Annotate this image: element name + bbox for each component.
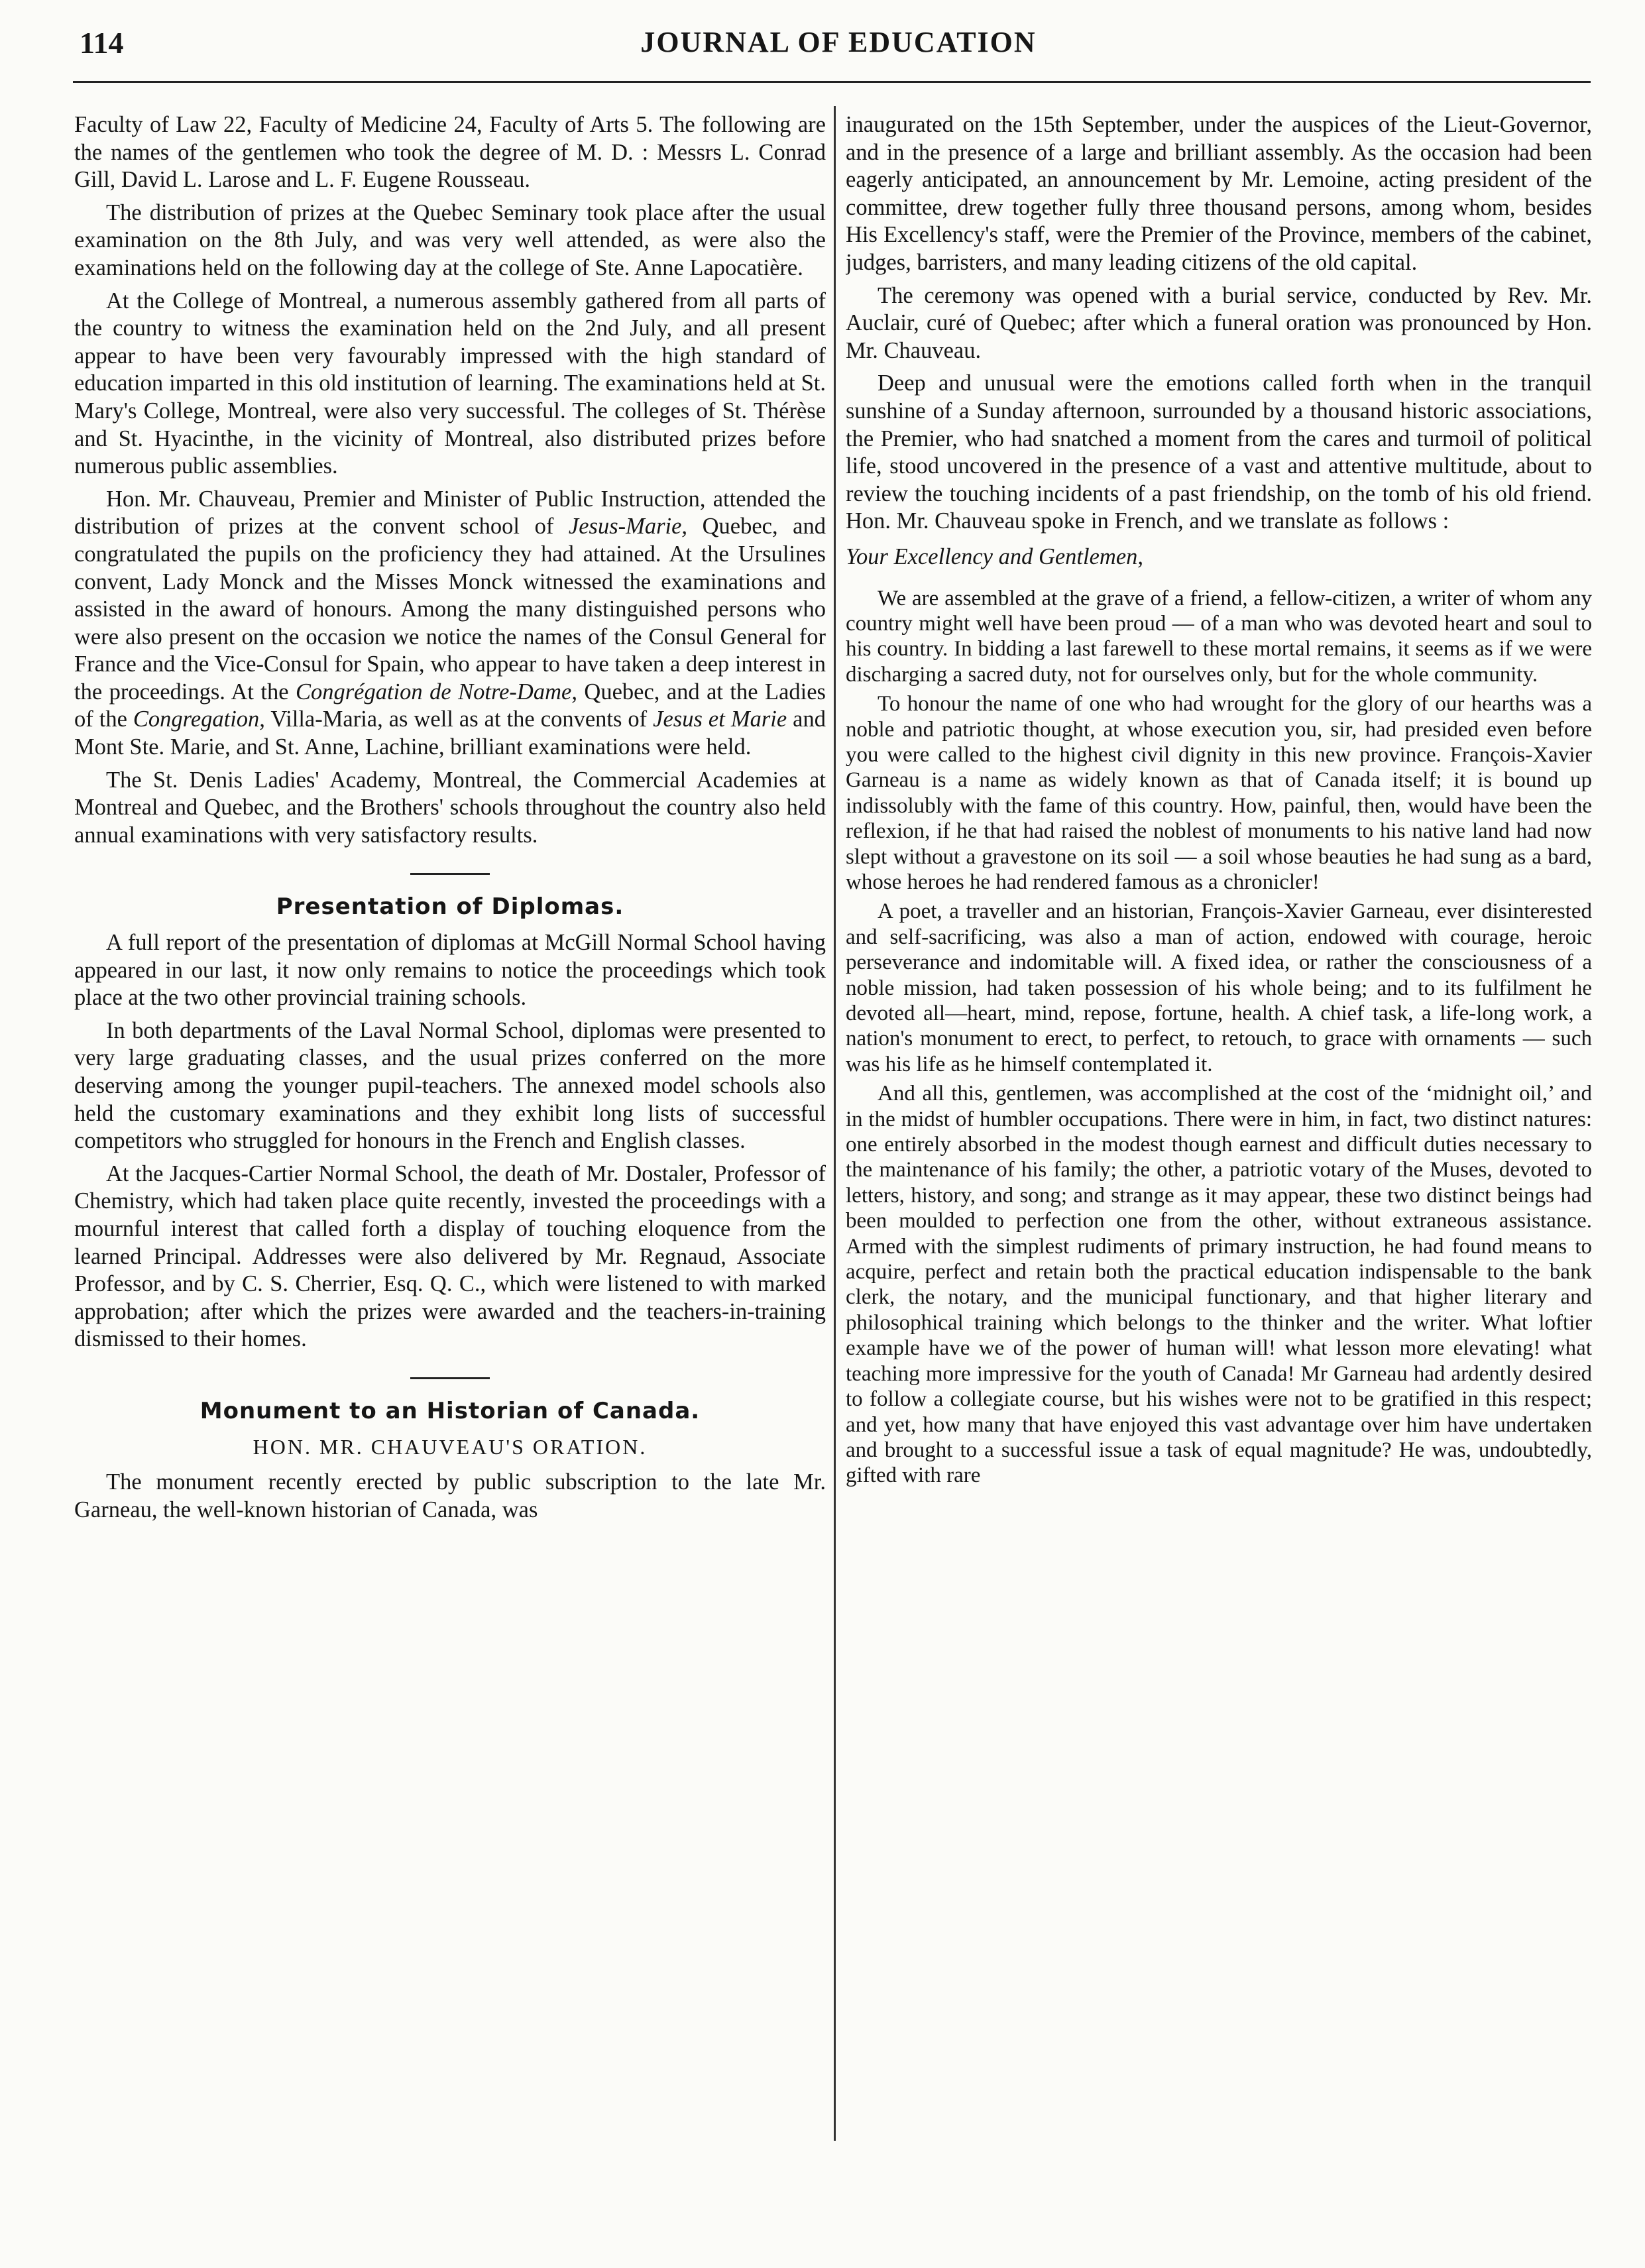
- header-rule: [73, 81, 1591, 83]
- paragraph: And all this, gentlemen, was accomplished at the cost of the ‘midnight oil,’ and in the midst of humbler occupations. There were in him, in fact, two distinct natures: one entirely absorbed in the modest though earnest and difficult duties necessary to the maintenance of his family; the other, a patriotic votary of the Muses, devoted to letters, history, and song; and strange as it may appear, these two distinct beings had been moulded to perfection one from the other, without extraneous assistance. Armed with the simplest rudiments of primary instruction, he had found means to acquire, perfect and retain both the practical education indispensable to the bank clerk, the notary, and the municipal functionary, and that higher literary and philosophical training which belongs to the thinker and the writer. What loftier example have we of the power of human will! what lesson more elevating! what teaching more impressive for the youth of Canada! Mr Garneau had ardently desired to follow a collegiate course, but his wishes were not to be gratified in this respect; and yet, how many that have enjoyed this vast advantage over him have undertaken and brought to a successful issue a task of equal magnitude? He was, undoubtedly, gifted with rare: [846, 1082, 1592, 1488]
- paragraph: A full report of the presentation of diplomas at McGill Normal School having appeared in our last, it now only remains to notice the proceedings which took place at the two other provincial training schools.: [74, 930, 826, 1011]
- paragraph: The ceremony was opened with a burial service, conducted by Rev. Mr. Auclair, curé of Quebec; after which a funeral oration was pronounced by Hon. Mr. Chauveau.: [846, 282, 1592, 363]
- italic-text: Jesus et Marie: [653, 707, 787, 732]
- right-column: [846, 111, 1592, 2153]
- paragraph: A poet, a traveller and an historian, François-Xavier Garneau, ever disinterested and self-sacrificing, was also a man of action, endowed with courage, heroic perseverance and indomitable will. A fixed idea, or rather the consciousness of a noble mission, had taken possession of his whole being; and to its fulfilment he devoted all—heart, mind, repose, fortune, health. A chief task, a life-long work, a nation's monument to erect, to perfect, to retouch, to grace with ornaments — such was his life as he himself contemplated it.: [846, 899, 1592, 1076]
- paragraph: The distribution of prizes at the Quebec Seminary took place after the usual examination on the 8th July, and was very well attended, as were also the examinations held on the following day at the college of Ste. Anne Lapocatière.: [74, 199, 826, 280]
- column-divider: [834, 106, 836, 2141]
- paragraph: The monument recently erected by public subscription to the late Mr. Garneau, the well-known historian of Canada, was: [74, 1469, 826, 1522]
- paragraph: At the College of Montreal, a numerous assembly gathered from all parts of the country to witness the examination held on the 2nd July, and all present appear to have been very favourably impressed with the high standard of education imparted in this old institution of learning. The examinations held at St. Mary's College, Montreal, were also very successful. The colleges of St. Thérèse and St. Hyacinthe, in the vicinity of Montreal, also distributed prizes before numerous public assemblies.: [74, 288, 826, 479]
- paragraph: To honour the name of one who had wrought for the glory of our hearths was a noble and patriotic thought, at whose execution you, sir, had presided even before you were called to the highest civil dignity in this new province. François-Xavier Garneau is a name as widely known as that of Canada itself; it is bound up indissolubly with the fame of this country. How, painful, then, would have been the reflexion, if he that had raised the noblest of monuments to his native land had now slept without a gravestone on its soil — a soil whose beauties he had sung as a bard, whose heroes he had rendered famous as a chronicler!: [846, 692, 1592, 894]
- paragraph: Faculty of Law 22, Faculty of Medicine 24, Faculty of Arts 5. The following are the names of the gentlemen who took the degree of M. D. : Messrs L. Conrad Gill, David L. Larose and L. F. Eugene Rousseau.: [74, 112, 826, 193]
- oration-text: [846, 586, 1592, 1489]
- paragraph: We are assembled at the grave of a friend, a fellow-citizen, a writer of whom any country might well have been proud — of a man who was devoted heart and soul to his country. In bidding a last farewell to these mortal remains, it seems as if we were discharging a sacred duty, not for ourselves only, but for the whole community.: [846, 586, 1592, 687]
- section-rule: [410, 1377, 490, 1379]
- paragraph: The St. Denis Ladies' Academy, Montreal, the Commercial Academies at Montreal and Quebec, and the Brothers' schools throughout the country also held annual examinations with very satisfactory results.: [74, 767, 826, 848]
- italic-text: Congrégation de Notre-Dame,: [296, 679, 577, 705]
- paragraph: In both departments of the Laval Normal School, diplomas were presented to very large graduating classes, and the usual prizes conferred on the more deserving among the younger pupil-teachers. The annexed model schools also held the customary examinations and they exhibit long lists of successful competitors who struggled for honours in the French and English classes.: [74, 1017, 826, 1154]
- section-subtitle: HON. MR. CHAUVEAU'S ORATION.: [253, 1434, 648, 1459]
- paragraph: Hon. Mr. Chauveau, Premier and Minister of Public Instruction, attended the distribution of prizes at the convent school of Jesus-Marie, Quebec, and congratulated the pupils on the proficiency they had attained. At the Ursulines convent, Lady Monck and the Misses Monck witnessed the examinations and assisted in the award of honours. Among the many distinguished persons who were also present on the occasion we notice the names of the Consul General for France and the Vice-Consul for Spain, who appear to have taken a deep interest in the proceedings. At the Congrégation de Notre-Dame, Quebec, and at the Ladies of the Congregation, Villa-Maria, as well as at the convents of Jesus et Marie and Mont Ste. Marie, and St. Anne, Lachine, brilliant examinations were held.: [74, 486, 826, 760]
- page-number: 114: [80, 26, 124, 60]
- left-column: [74, 111, 826, 2153]
- paragraph: At the Jacques-Cartier Normal School, the death of Mr. Dostaler, Professor of Chemistry, which had taken place quite recently, invested the proceedings with a mournful interest that called forth a display of touching eloquence from the learned Principal. Addresses were also delivered by Mr. Regnaud, Associate Professor, and by C. S. Cherrier, Esq. Q. C., which were listened to with marked approbation; after which the prizes were awarded and the teachers-in-training dismissed to their homes.: [74, 1161, 826, 1352]
- italic-text: Jesus-Marie,: [568, 514, 688, 539]
- italic-text: Congregation,: [133, 707, 265, 732]
- salutation: Your Excellency and Gentlemen,: [846, 543, 1144, 569]
- page-header: [80, 25, 1597, 72]
- paragraph: Deep and unusual were the emotions called forth when in the tranquil sunshine of a Sunday afternoon, surrounded by a thousand historic associations, the Premier, who had snatched a moment from the cares and turmoil of political life, stood uncovered in the presence of a vast and attentive multitude, about to review the touching incidents of a past friendship, on the tomb of his old friend. Hon. Mr. Chauveau spoke in French, and we translate as follows :: [846, 370, 1592, 534]
- section-title: Monument to an Historian of Canada.: [199, 1397, 701, 1424]
- section-rule: [410, 873, 490, 875]
- paragraph: inaugurated on the 15th September, under the auspices of the Lieut-Governor, and in the presence of a large and brilliant assembly. As the occasion had been eagerly anticipated, an announcement by Mr. Lemoine, acting president of the committee, drew together fully three thousand persons, among whom, besides His Excellency's staff, were the Premier of the Province, members of the cabinet, judges, barristers, and many leading citizens of the old capital.: [846, 112, 1592, 275]
- section-title: Presentation of Diplomas.: [276, 893, 624, 921]
- journal-title: JOURNAL OF EDUCATION: [640, 26, 1037, 58]
